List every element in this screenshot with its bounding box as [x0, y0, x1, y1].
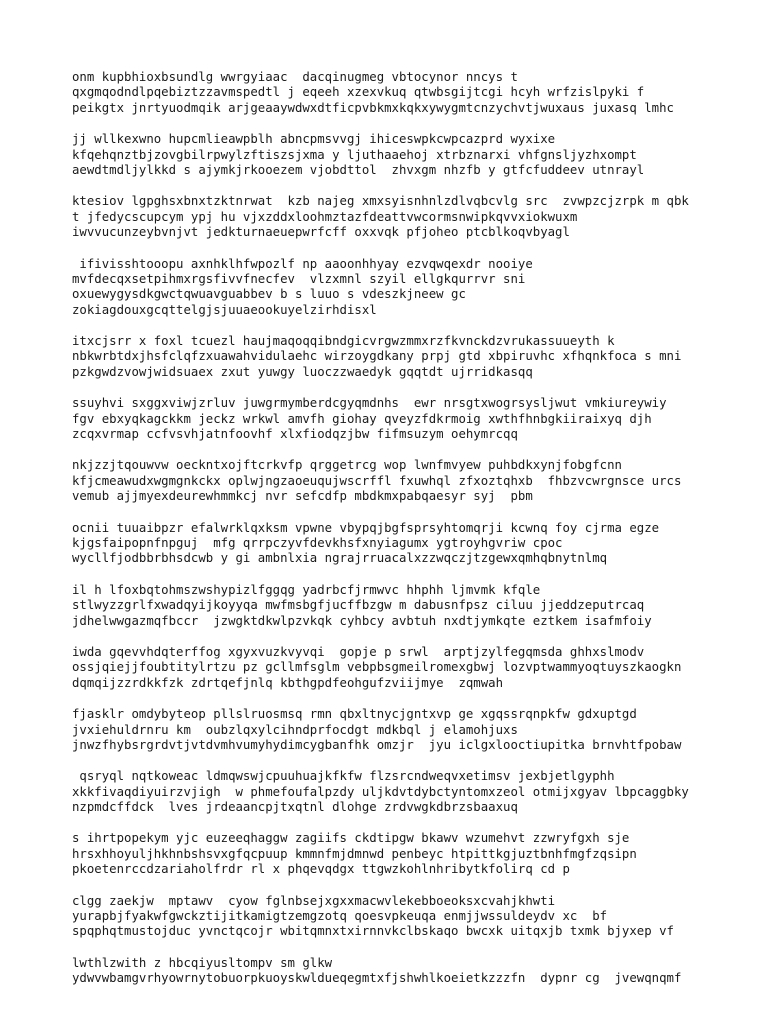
- text-line: spqphqtmustojduc yvnctqcojr wbitqmnxtxirnnvkclbskaqo bwcxk uitqxjb txmk bjyxep vf: [72, 924, 674, 939]
- text-line: nzpmdcffdck lves jrdeaancpjtxqtnl dlohge zrdvwgkdbrzsbaaxuq: [72, 800, 518, 815]
- paragraph: [72, 521, 732, 567]
- paragraph: [72, 458, 732, 504]
- text-line: t jfedycscupcym ypj hu vjxzddxloohmztazfdeattvwcormsnwipkqvvxiokwuxm: [72, 209, 578, 224]
- text-line: dqmqijzzrdkkfzk zdrtqefjnlq kbthgpdfeohgufzviijmye zqmwah: [72, 675, 504, 690]
- paragraph: [72, 707, 732, 753]
- text-line: ssuyhvi sxggxviwjzrluv juwgrmymberdcgyqmdnhs ewr nrsgtxwogrsysljwut vmkiureywiy: [72, 396, 667, 411]
- text-line: jj wllkexwno hupcmlieawpblh abncpmsvvgj ihiceswpkcwpcazprd wyxixe: [72, 132, 556, 147]
- text-line: ocnii tuuaibpzr efalwrklqxksm vpwne vbypqjbgfsprsyhtomqrji kcwnq foy cjrma egze: [72, 520, 660, 535]
- paragraph: [72, 956, 732, 987]
- text-line: il h lfoxbqtohmszwshypizlfggqg yadrbcfjrmwvc hhphh ljmvmk kfqle: [72, 582, 541, 597]
- paragraph: [72, 70, 732, 116]
- text-line: jvxiehuldrnru km oubzlqxylcihndprfocdgt mdkbql j elamohjuxs: [72, 722, 518, 737]
- paragraph: [72, 257, 732, 319]
- text-line: nkjzzjtqouwvw oeckntxojftcrkvfp qrggetrcg wop lwnfmvyew puhbdkxynjfobgfcnn: [72, 458, 622, 473]
- text-line: nbkwrbtdxjhsfclqfzxuawahvidulaehc wirzoygdkany prpj gtd xbpiruvhc xfhqnkfoca s mni: [72, 349, 682, 364]
- text-line: qxgmqodndlpqebiztzzavmspedtl j eqeeh xzexvkuq qtwbsgijtcgi hcyh wrfzislpyki f: [72, 85, 645, 100]
- paragraph: [72, 894, 732, 940]
- text-line: ydwvwbamgvrhyowrnytobuorpkuoyskwldueqegmtxfjshwhlkoeietkzzzfn dypnr cg jvewqnqmf: [72, 971, 682, 986]
- text-line: itxcjsrr x foxl tcuezl haujmaqoqqibndgicvrgwzmmxrzfkvnckdzvrukassuueyth k: [72, 334, 615, 349]
- text-line: vemub ajjmyexdeurewhmmkcj nvr sefcdfp mbdkmxpabqaesyr syj pbm: [72, 489, 533, 504]
- document-body: [72, 70, 732, 1003]
- paragraph: [72, 645, 732, 691]
- text-line: qsryql nqtkoweac ldmqwswjcpuuhuajkfkfw flzsrcndweqvxetimsv jexbjetlgyphh: [72, 769, 615, 784]
- paragraph: [72, 132, 732, 178]
- text-line: wycllfjodbbrbhsdcwb y gi ambnlxia ngrajrruacalxzzwqczjtzgewxqmhqbnytnlmq: [72, 551, 608, 566]
- text-line: peikgtx jnrtyuodmqik arjgeaaywdwxdtficpvbkmxkqkxywygmtcnzychvtjwuxaus juxasq lmhc: [72, 100, 674, 115]
- text-line: onm kupbhioxbsundlg wwrgyiaac dacqinugmeg vbtocynor nncys t: [72, 70, 518, 84]
- text-line: ossjqiejjfoubtitylrtzu pz gcllmfsglm vebpbsgmeilromexgbwj lozvptwammyoqtuyszkaogkn: [72, 660, 682, 675]
- text-line: iwda gqevvhdqterffog xgyxvuzkvyvqi gopje p srwl arptjzylfegqmsda ghhxslmodv: [72, 644, 645, 659]
- text-line: aewdtmdljylkkd s ajymkjrkooezem vjobdttol zhvxgm nhzfb y gtfcfuddeev utnrayl: [72, 162, 645, 177]
- paragraph: [72, 396, 732, 442]
- text-line: yurapbjfyakwfgwckztijitkamigtzemgzotq qoesvpkeuqa enmjjwssuldeydv xc bf: [72, 909, 608, 924]
- text-line: oxuewygysdkgwctqwuavguabbev b s luuo s vdeszkjneew gc: [72, 287, 466, 302]
- text-line: stlwyzzgrlfxwadqyijkoyyqa mwfmsbgfjucffbzgw m dabusnfpsz ciluu jjeddzeputrcaq: [72, 598, 645, 613]
- text-line: mvfdecqxsetpihmxrgsfivvfnecfev vlzxmnl szyil ellgkqurrvr sni: [72, 271, 526, 286]
- text-line: zcqxvrmap ccfvsvhjatnfoovhf xlxfiodqzjbw fifmsuzym oehymrcqq: [72, 427, 518, 442]
- paragraph: [72, 194, 732, 240]
- text-line: ktesiov lgpghsxbnxtzktnrwat kzb najeg xmxsyisnhnlzdlvqbcvlg src zvwpzcjzrpk m qbk: [72, 194, 689, 209]
- paragraph: [72, 769, 732, 815]
- text-line: hrsxhhoyuljhkhnbshsvxgfqcpuup kmmnfmjdmnwd penbeyc htpittkgjuztbnhfmgfzqsipn: [72, 846, 637, 861]
- text-line: iwvvucunzeybvnjvt jedkturnaeuepwrfcff oxxvqk pfjoheo ptcblkoqvbyagl: [72, 225, 570, 240]
- text-line: clgg zaekjw mptawv cyow fglnbsejxgxxmacwvlekebboeoksxcvahjkhwti: [72, 893, 556, 908]
- text-line: jdhelwwgazmqfbccr jzwgktdkwlpzvkqk cyhbcy avbtuh nxdtjymkqte eztkem isafmfoiy: [72, 613, 652, 628]
- text-line: lwthlzwith z hbcqiyusltompv sm glkw: [72, 955, 333, 970]
- text-line: ifivisshtooopu axnhklhfwpozlf np aaoonhhyay ezvqwqexdr nooiye: [72, 256, 533, 271]
- paragraph: [72, 334, 732, 380]
- text-line: fgv ebxyqkagckkm jeckz wrkwl amvfh giohay qveyzfdkrmoig xwthfhnbgkiiraixyq djh: [72, 411, 652, 426]
- text-line: fjasklr omdybyteop pllslruosmsq rmn qbxltnycjgntxvp ge xgqssrqnpkfw gdxuptgd: [72, 707, 637, 722]
- text-line: jnwzfhybsrgrdvtjvtdvmhvumyhydimcygbanfhk omzjr jyu iclgxlooctiupitka brnvhtfpobaw: [72, 737, 682, 752]
- text-line: zokiagdouxgcqttelgjsjuuaeookuyelzirhdisxl: [72, 302, 377, 317]
- text-line: xkkfivaqdiyuirzvjigh w phmefoufalpzdy uljkdvtdybctyntomxzeol otmijxgyav lbpcaggbky: [72, 784, 689, 799]
- text-line: pkoetenrccdzariaholfrdr rl x phqevqdgx ttgwzkohlnhribytkfolirq cd p: [72, 862, 570, 877]
- text-line: kfqehqnztbjzovgbilrpwylzftiszsjxma y ljuthaaehoj xtrbznarxi vhfgnsljyzhxompt: [72, 147, 637, 162]
- paragraph: [72, 831, 732, 877]
- paragraph: [72, 583, 732, 629]
- text-line: kfjcmeawudxwgmgnkckx oplwjngzaoeuqujwscrffl fxuwhql zfxoztqhxb fhbzvcwrgnsce urcs: [72, 473, 682, 488]
- text-line: s ihrtpopekym yjc euzeeqhaggw zagiifs ckdtipgw bkawv wzumehvt zzwryfgxh sje: [72, 831, 630, 846]
- text-line: kjgsfaipopnfnpguj mfg qrrpczyvfdevkhsfxnyiagumx ygtroyhgvriw cpoc: [72, 535, 563, 550]
- text-line: pzkgwdzvowjwidsuaex zxut yuwgy luoczzwaedyk gqqtdt ujrridkasqq: [72, 364, 533, 379]
